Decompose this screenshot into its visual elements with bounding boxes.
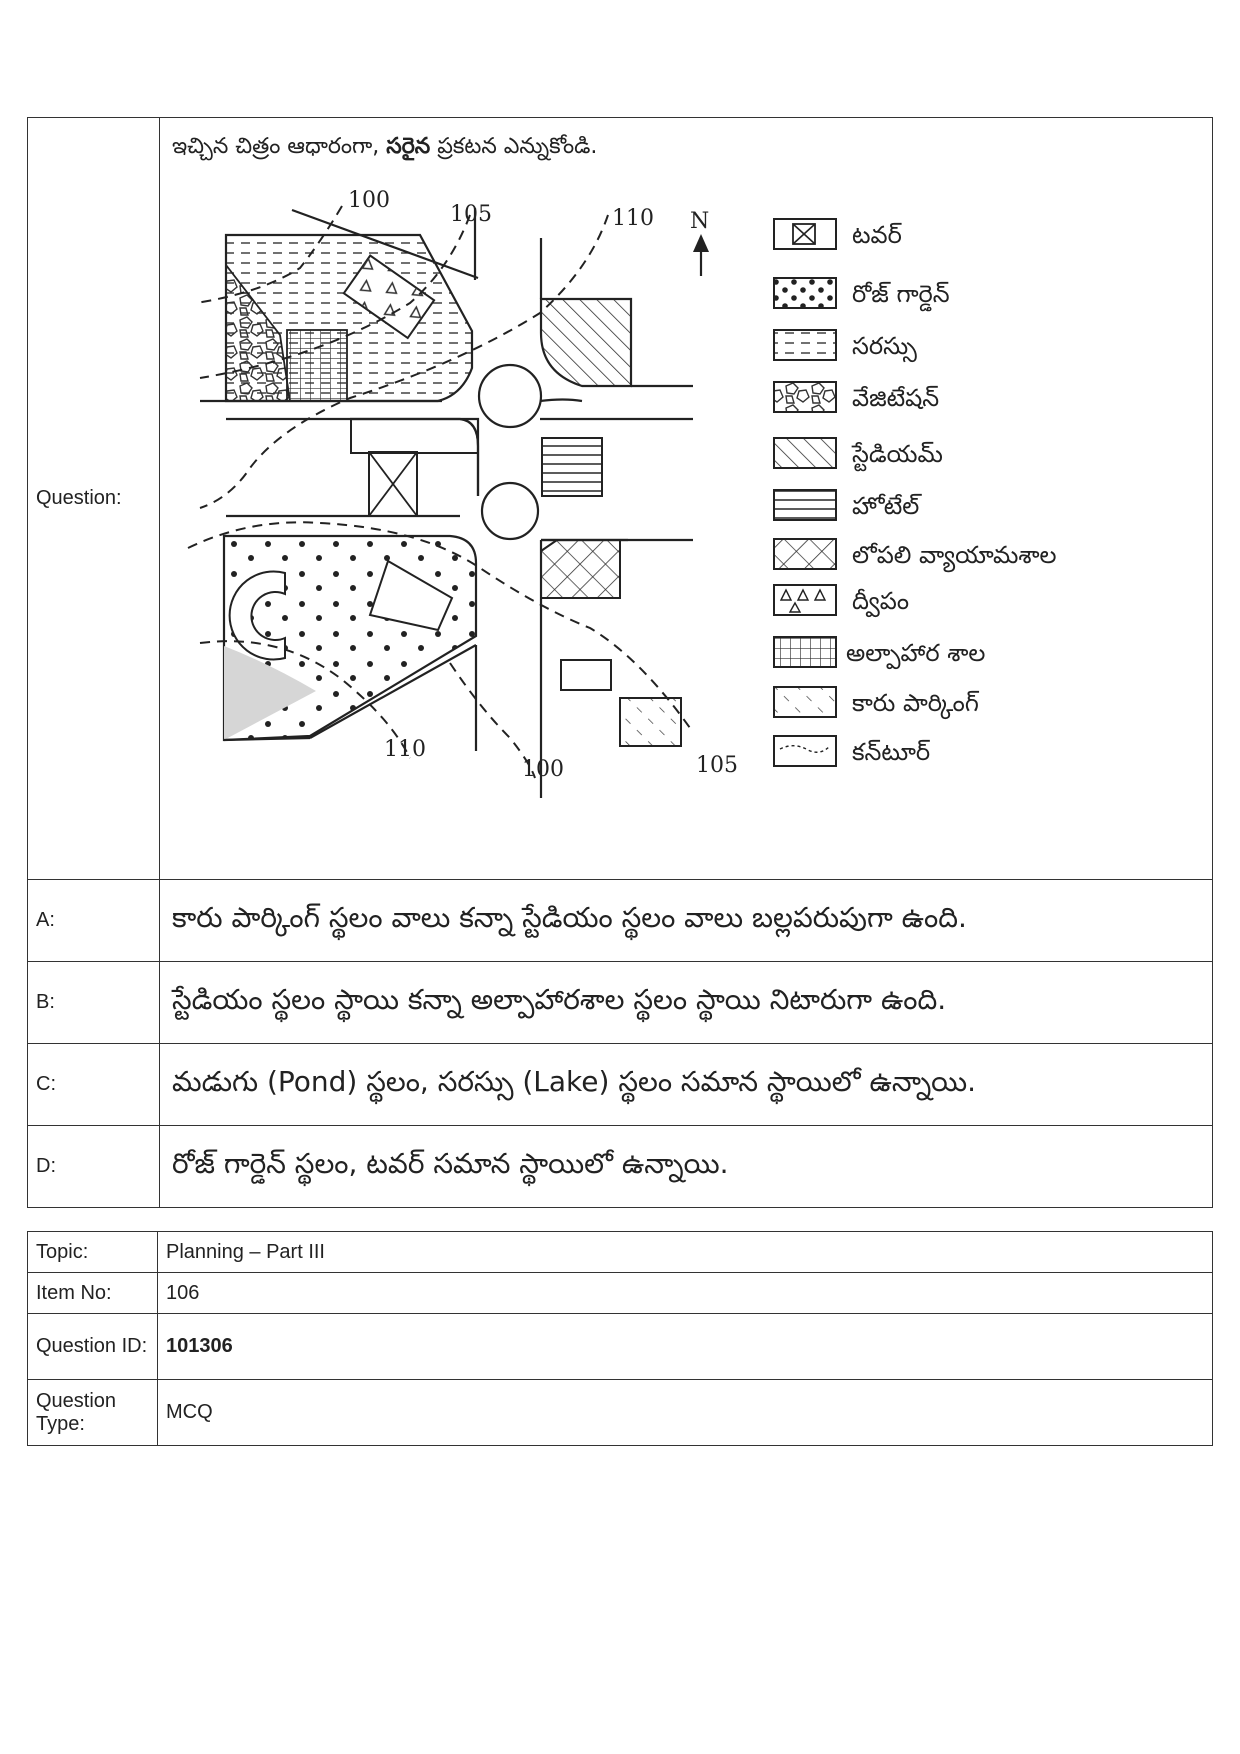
option-label: A: [28,880,160,962]
option-c-text[interactable]: మడుగు (Pond) స్థలం, సరస్సు (Lake) స్థలం సమాన స్థాయిలో ఉన్నాయి. [160,1044,1213,1126]
prompt-emphasis: సరైన [386,134,431,159]
topic-label: Topic: [28,1232,158,1273]
pond-area [561,660,611,690]
legend-label: హోటేల్ [852,492,920,520]
legend-label: ద్వీపం [852,587,909,615]
north-arrow-icon [690,209,709,276]
option-b-text[interactable]: స్టేడియం స్థలం స్థాయి కన్నా అల్పాహారశాల స్థలం స్థాయి నిటారుగా ఉంది. [160,962,1213,1044]
legend-label: అల్పాహార శాల [846,639,986,667]
contour-label: 110 [612,206,654,231]
question-label: Question: [28,118,160,880]
stadium-area [541,299,631,386]
map-legend [774,219,1057,766]
rose-garden-area [224,536,476,740]
option-a-text[interactable]: కారు పార్కింగ్ స్థలం వాలు కన్నా స్టేడియం స్థలం వాలు బల్లపరుపుగా ఉంది. [160,880,1213,962]
legend-label: కన్‌టూర్ [852,738,931,766]
option-label: D: [28,1126,160,1208]
legend-label: స్టేడియమ్ [852,440,943,468]
option-d-text[interactable]: రోజ్ గార్డెన్ స్థలం, టవర్ సమాన స్థాయిలో ఉన్నాయి. [160,1126,1213,1208]
legend-label: రోజ్ గార్డెన్ [852,280,950,308]
svg-text:N: N [690,209,710,234]
legend-label: లోపలి వ్యాయామశాల [852,541,1057,569]
item-no-label: Item No: [28,1273,158,1314]
question-id-label: Question ID: [28,1314,158,1380]
legend-label: వేజిటేషన్ [852,384,940,412]
option-label: C: [28,1044,160,1126]
legend-label: సరస్సు [852,332,917,360]
hotel-area [542,438,602,496]
prompt-part: ప్రకటన ఎన్నుకోండి. [430,134,598,159]
question-type-value: MCQ [158,1380,1213,1446]
contour-label: 100 [522,757,564,782]
question-cell [160,118,1213,880]
contour-label: 100 [348,188,390,213]
option-label: B: [28,962,160,1044]
contour-label: 105 [696,753,738,778]
car-parking-area [620,698,681,746]
question-type-label: Question Type: [28,1380,158,1446]
contour-map-figure [160,118,1218,879]
indoor-gym-area [541,540,620,598]
item-no-value: 106 [158,1273,1213,1314]
topic-value: Planning – Part III [158,1232,1213,1273]
metadata-table [27,1231,1213,1446]
question-table [27,117,1213,1208]
tower-block [351,419,478,516]
contour-label: 110 [384,737,426,762]
legend-label: టవర్ [852,221,902,249]
contour-label: 105 [450,202,492,227]
legend-label: కారు పార్కింగ్ [852,689,979,717]
question-id-value: 101306 [158,1314,1213,1380]
lake-area [226,235,472,401]
prompt-part: ఇచ్చిన చిత్రం ఆధారంగా, [172,134,387,159]
